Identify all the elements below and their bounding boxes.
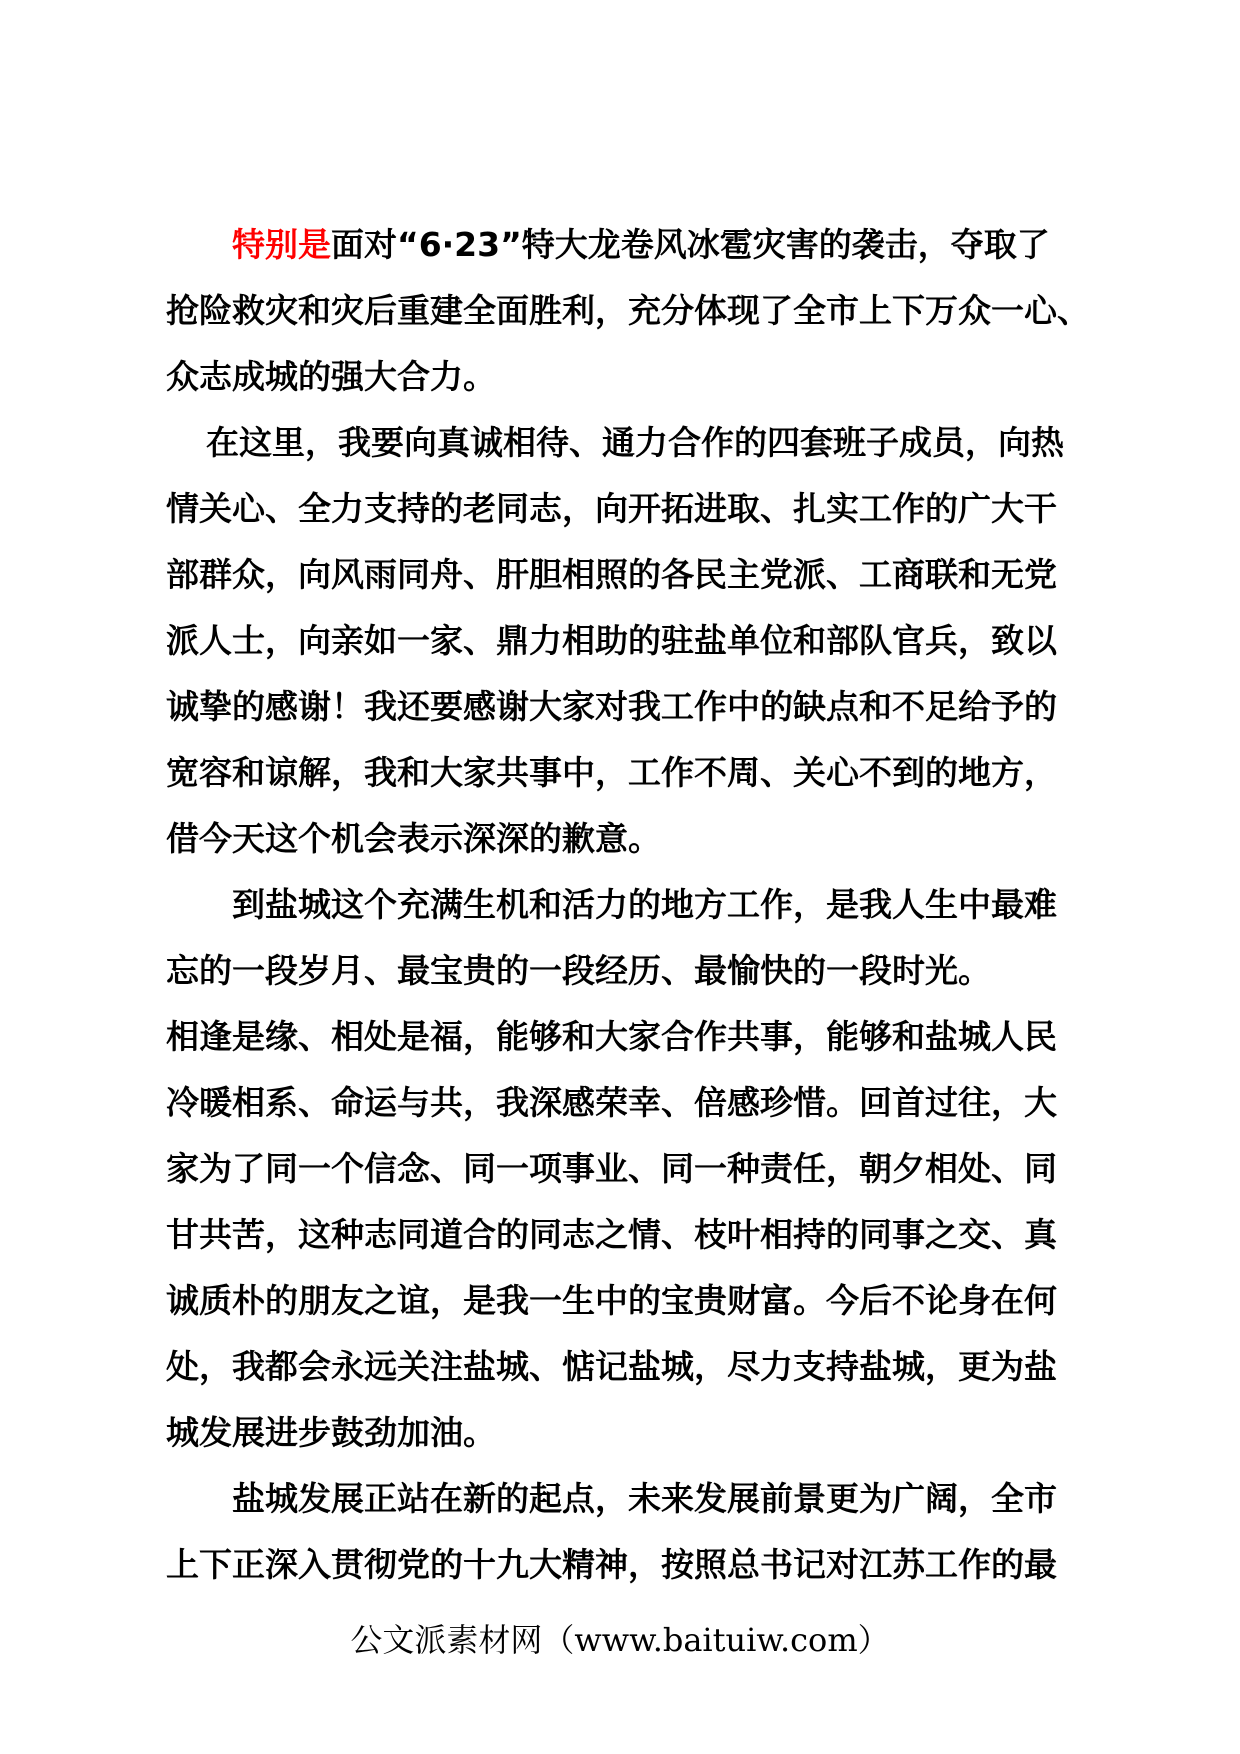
paragraph-4-line-6: 处，我都会永远关注盐城、惦记盐城，尽力支持盐城，更为盐 [166,1347,1057,1386]
paragraph-1-line-1 [166,212,1082,278]
paragraph-3-line-1: 到盐城这个充满生机和活力的地方工作，是我人生中最难 [232,885,1057,924]
paragraph-2-line-6: 宽容和谅解，我和大家共事中，工作不周、关心不到的地方， [166,753,1057,792]
paragraph-1-line-3: 众志成城的强大合力。 [166,357,496,396]
footer-watermark: 公文派素材网（www.baituiw.com） [350,1621,890,1659]
paragraph-5-line-1: 盐城发展正站在新的起点，未来发展前景更为广阔，全市 [232,1479,1057,1518]
highlight-text: 特别是 [232,225,331,264]
paragraph-2-line-7: 借今天这个机会表示深深的歉意。 [166,819,661,858]
paragraph-4-line-3: 家为了同一个信念、同一项事业、同一种责任，朝夕相处、同 [166,1149,1057,1188]
paragraph-4-line-5: 诚质朴的朋友之谊，是我一生中的宝贵财富。今后不论身在何 [166,1281,1057,1320]
paragraph-2-line-4: 派人士，向亲如一家、鼎力相助的驻盐单位和部队官兵，致以 [166,621,1057,660]
paragraph-2-line-1: 在这里，我要向真诚相待、通力合作的四套班子成员，向热 [206,423,1064,462]
paragraph-1-line-1-rest: 面对“6·23”特大龙卷风冰雹灾害的袭击，夺取了 [331,225,1050,264]
document-body [166,212,1090,1598]
paragraph-4-line-2: 冷暖相系、命运与共，我深感荣幸、倍感珍惜。回首过往，大 [166,1083,1057,1122]
paragraph-2-line-5: 诚挚的感谢！我还要感谢大家对我工作中的缺点和不足给予的 [166,687,1057,726]
paragraph-1-line-2: 抢险救灾和灾后重建全面胜利，充分体现了全市上下万众一心、 [166,291,1090,330]
paragraph-5-line-2: 上下正深入贯彻党的十九大精神，按照总书记对江苏工作的最 [166,1545,1057,1584]
paragraph-2-line-3: 部群众，向风雨同舟、肝胆相照的各民主党派、工商联和无党 [166,555,1057,594]
paragraph-4-line-1: 相逢是缘、相处是福，能够和大家合作共事，能够和盐城人民 [166,1017,1057,1056]
paragraph-2-line-2: 情关心、全力支持的老同志，向开拓进取、扎实工作的广大干 [166,489,1057,528]
paragraph-4-line-4: 甘共苦，这种志同道合的同志之情、枝叶相持的同事之交、真 [166,1215,1057,1254]
paragraph-3-line-2: 忘的一段岁月、最宝贵的一段经历、最愉快的一段时光。 [166,951,991,990]
paragraph-4-line-7: 城发展进步鼓劲加油。 [166,1413,496,1452]
